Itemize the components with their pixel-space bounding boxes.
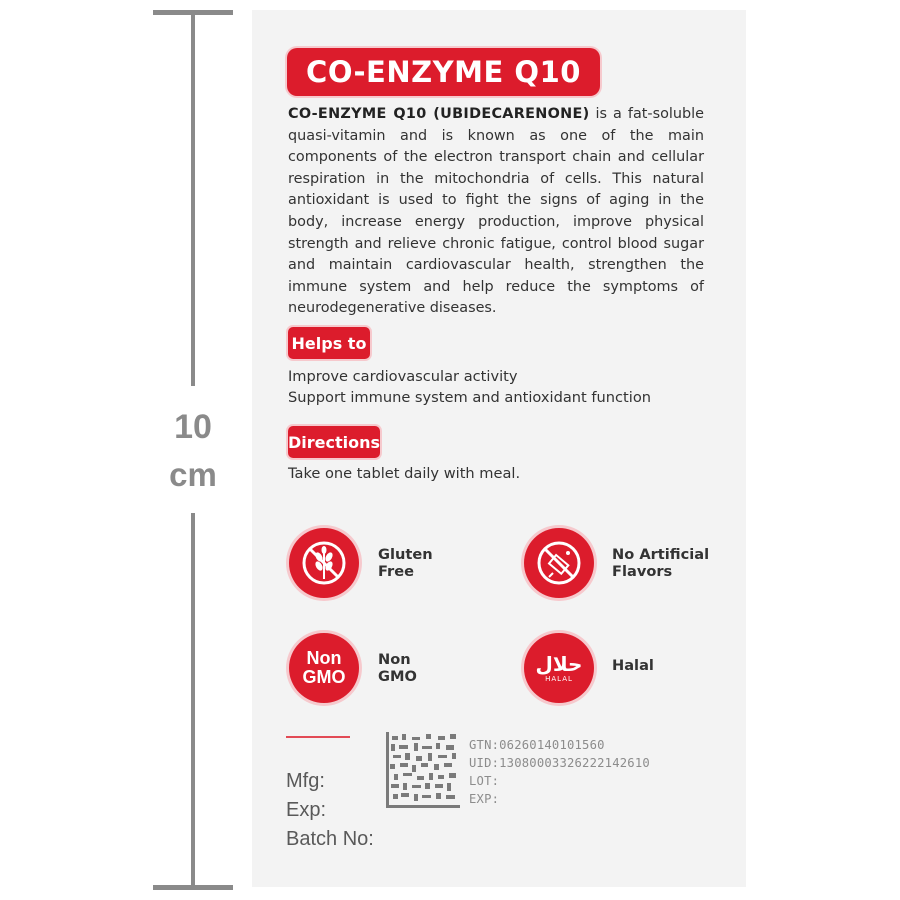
no-artificial-flavors-icon [524, 528, 594, 598]
badge-label-line-1: Non [378, 651, 411, 668]
helps-item-cardiovascular: Improve cardiovascular activity [288, 368, 518, 385]
datamatrix-code [386, 732, 460, 808]
badge-label-line-2: Flavors [612, 562, 673, 580]
ruler-unit: cm [169, 456, 217, 493]
badge-label-line-1: Gluten [378, 546, 433, 563]
badge-label-gluten-free [378, 547, 488, 580]
non-gmo-icon-text-2: GMO [302, 667, 346, 687]
ruler-bottom-cap [153, 885, 233, 890]
badge-label-non-gmo [378, 652, 488, 685]
product-title: CO-ENZYME Q10 [287, 48, 600, 96]
description-lead: CO-ENZYME Q10 (UBIDECARENONE) [288, 106, 590, 122]
badge-label-line-1: No Artificial [612, 546, 710, 563]
lot-code: LOT: [469, 774, 500, 788]
gtn-code: GTN:06260140101560 [469, 738, 605, 752]
directions-heading: Directions [288, 426, 380, 458]
ruler-value: 10 [174, 408, 212, 446]
ruler-line-top [191, 12, 195, 386]
exp-code: EXP: [469, 792, 500, 806]
helps-to-heading: Helps to [288, 327, 370, 359]
halal-icon-text: HALAL [545, 674, 573, 683]
directions-text: Take one tablet daily with meal. [288, 465, 521, 482]
batch-field: Batch No: [286, 828, 374, 850]
non-gmo-icon-text-1: Non [306, 648, 342, 668]
product-label [252, 10, 746, 887]
non-gmo-icon [289, 633, 359, 703]
exp-field: Exp: [286, 799, 327, 821]
mfg-field: Mfg: [286, 770, 325, 792]
halal-icon [524, 633, 594, 703]
ruler-line-bottom [191, 513, 195, 888]
description-body: is a fat-soluble quasi-vitamin and is known as one of the main components of the electron transport chain and cellular respiration in the mitochondria of cells. This natural antioxidant is used to fight the signs of aging in the body, increase energy production, improve physical strength and relieve chronic fatigue, control blood sugar and maintain cardiovascular health, strengthen the immune system and help reduce the symptoms of neurodegenerative diseases. [288, 106, 705, 317]
badge-label-line-1: Halal [612, 657, 654, 674]
divider-line [286, 736, 350, 738]
badge-label-line-2: GMO [378, 667, 417, 685]
badge-label-line-2: Free [378, 562, 415, 580]
badge-label-halal [612, 658, 722, 675]
halal-icon-arabic: حلال [535, 651, 583, 676]
badge-label-no-artificial-flavors [612, 547, 722, 580]
product-description [288, 104, 704, 320]
uid-code: UID:13080003326222142610 [469, 756, 650, 770]
helps-item-immune: Support immune system and antioxidant function [288, 389, 651, 406]
gluten-free-icon [289, 528, 359, 598]
